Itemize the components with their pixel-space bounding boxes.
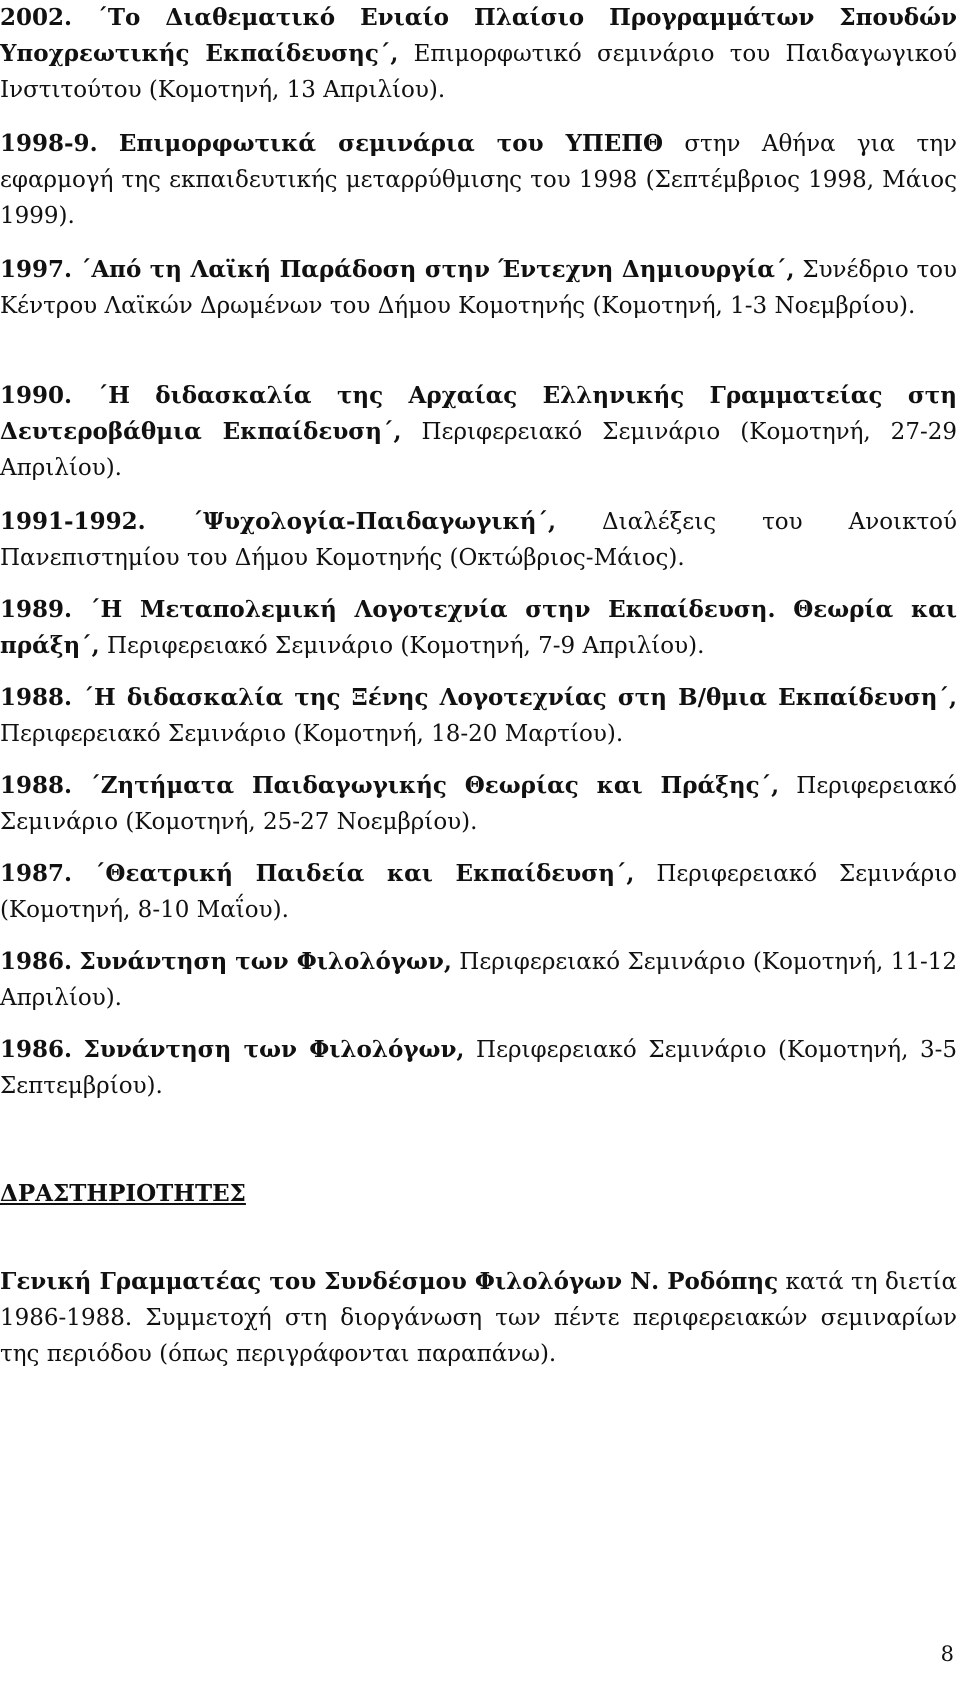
- activity-details: κατά τη διετία 1986-1988. Συμμετοχή στη διοργάνωση των πέντε περιφερειακών σεμιναρίων της περιόδου (όπως περιγράφονται παραπάνω).: [0, 1269, 958, 1367]
- activities-paragraph: [0, 1264, 957, 1372]
- section-heading-text: ΔΡΑΣΤΗΡΙΟΤΗΤΕΣ: [0, 1180, 246, 1207]
- entry-details: Περιφερειακό Σεμινάριο (Κομοτηνή, 11-12 Απριλίου).: [0, 949, 958, 1011]
- entry-year: 1987.: [0, 860, 73, 887]
- entry-details: Συνέδριο του Κέντρου Λαϊκών Δρωμένων του Δήμου Κομοτηνής (Κομοτηνή, 1-3 Νοεμβρίου).: [0, 257, 958, 319]
- entry-year: 1991-1992.: [0, 508, 146, 535]
- seminar-entry: [0, 944, 957, 1016]
- entry-title: ΄Ζητήματα Παιδαγωγικής Θεωρίας και Πράξης΄,: [89, 772, 780, 799]
- activity-title: Γενική Γραμματέας του Συνδέσμου Φιλολόγων Ν. Ροδόπης: [0, 1268, 779, 1295]
- entry-details: Περιφερειακό Σεμινάριο (Κομοτηνή, 25-27 Νοεμβρίου).: [0, 773, 958, 835]
- entry-details: Επιμορφωτικό σεμινάριο του Παιδαγωγικού Ινστιτούτου (Κομοτηνή, 13 Απριλίου).: [0, 41, 957, 103]
- seminar-entry: [0, 504, 957, 576]
- entry-year: 1988.: [0, 684, 73, 711]
- entry-details: Περιφερειακό Σεμινάριο (Κομοτηνή, 7-9 Απριλίου).: [107, 633, 705, 659]
- entry-title: Συνάντηση των Φιλολόγων,: [79, 948, 452, 975]
- entry-year: 1989.: [0, 596, 73, 623]
- entry-title: Επιμορφωτικά σεμινάρια του ΥΠΕΠΘ: [118, 130, 664, 157]
- seminar-entry: [0, 378, 957, 486]
- seminar-entry: [0, 126, 957, 234]
- seminar-entry: [0, 0, 957, 108]
- entry-title: Συνάντηση των Φιλολόγων,: [83, 1036, 465, 1063]
- entry-year: 1997.: [0, 256, 73, 283]
- entry-details: Περιφερειακό Σεμινάριο (Κομοτηνή, 18-20 Μαρτίου).: [0, 721, 624, 747]
- seminar-entry: [0, 680, 957, 752]
- entry-title: ΄Η Μεταπολεμική Λογοτεχνία στην Εκπαίδευση. Θεωρία και πράξη΄,: [0, 596, 958, 659]
- entry-details: Περιφερειακό Σεμινάριο (Κομοτηνή, 8-10 Μαΐου).: [0, 861, 957, 923]
- entry-year: 1986.: [0, 948, 73, 975]
- seminar-entry: [0, 856, 957, 928]
- seminar-entry: [0, 592, 957, 664]
- entry-details: Περιφερειακό Σεμινάριο (Κομοτηνή, 27-29 Απριλίου).: [0, 419, 957, 481]
- entry-title: ΄Θεατρική Παιδεία και Εκπαίδευση΄,: [93, 860, 635, 887]
- entry-details: Περιφερειακό Σεμινάριο (Κομοτηνή, 3-5 Σεπτεμβρίου).: [0, 1037, 958, 1099]
- entry-title: ΄Η διδασκαλία της Αρχαίας Ελληνικής Γραμματείας στη Δευτεροβάθμια Εκπαίδευση΄,: [0, 382, 958, 445]
- entry-year: 1988.: [0, 772, 73, 799]
- entry-year: 1986.: [0, 1036, 73, 1063]
- entry-details: Διαλέξεις του Ανοικτού Πανεπιστημίου του Δήμου Κομοτηνής (Οκτώβριος-Μάιος).: [0, 509, 958, 571]
- entry-details: στην Αθήνα για την εφαρμογή της εκπαιδευτικής μεταρρύθμισης του 1998 (Σεπτέμβριος 1998, Μάιος 1999).: [0, 131, 957, 229]
- entry-title: ΄Το Διαθεματικό Ενιαίο Πλαίσιο Προγραμμάτων Σπουδών Υποχρεωτικής Εκπαίδευσης΄,: [0, 4, 958, 67]
- section-heading: [0, 1176, 957, 1212]
- entry-title: ΄Η διδασκαλία της Ξένης Λογοτεχνίας στη Β/θμια Εκπαίδευση΄,: [82, 684, 958, 711]
- entry-title: ΄Από τη Λαϊκή Παράδοση στην Έντεχνη Δημιουργία΄,: [79, 256, 795, 283]
- page-number: 8: [940, 1642, 954, 1666]
- entry-year: 1998-9.: [0, 130, 98, 157]
- entry-year: 2002.: [0, 4, 73, 31]
- seminar-entry: [0, 1032, 957, 1104]
- entry-title: ΄Ψυχολογία-Παιδαγωγική΄,: [191, 508, 556, 535]
- seminar-entry: [0, 252, 957, 324]
- entry-year: 1990.: [0, 382, 73, 409]
- seminar-entry: [0, 768, 957, 840]
